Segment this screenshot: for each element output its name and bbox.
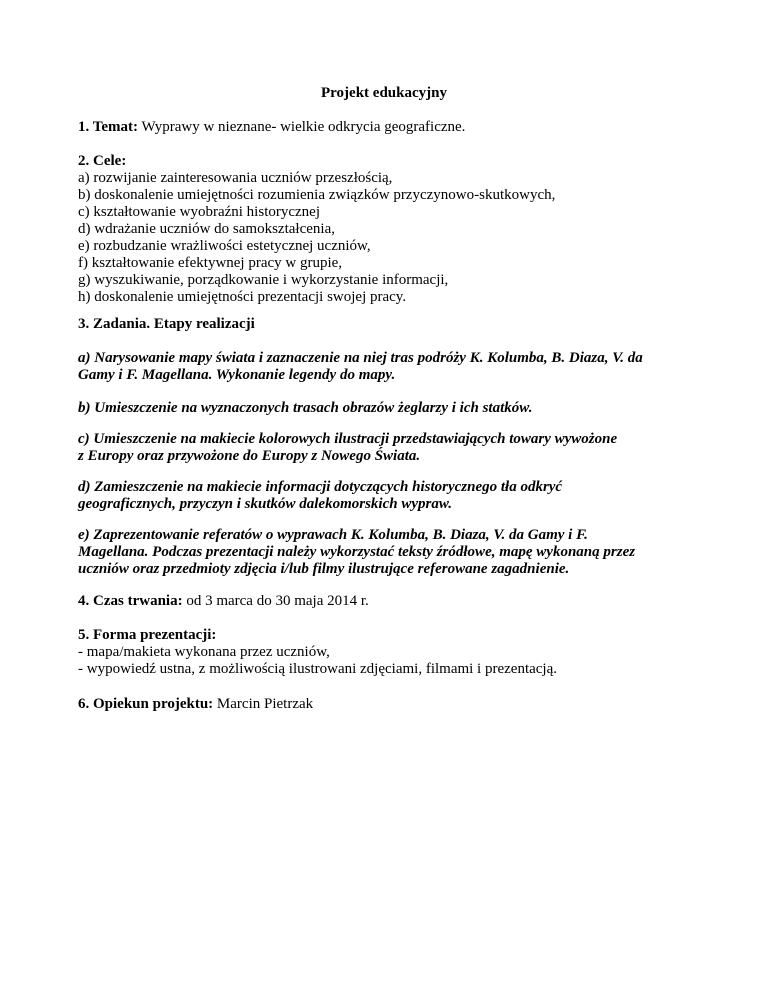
presentation-form-item: - mapa/makieta wykonana przez uczniów,: [78, 644, 330, 660]
topic-value: Wyprawy w nieznane- wielkie odkrycia geograficzne.: [138, 119, 466, 135]
section-goals: [78, 153, 698, 306]
task-item-e: [78, 527, 698, 578]
task-item-c: [78, 431, 698, 465]
tasks-heading: 3. Zadania. Etapy realizacji: [78, 316, 255, 332]
task-line: geograficznych, przyczyn i skutków dalekomorskich wypraw.: [78, 496, 453, 512]
task-item-a: [78, 350, 698, 384]
document-title: Projekt edukacyjny: [321, 85, 447, 101]
goal-item: f) kształtowanie efektywnej pracy w grupie,: [78, 255, 343, 271]
goals-heading: 2. Cele:: [78, 153, 127, 169]
task-line: Gamy i F. Magellana. Wykonanie legendy do mapy.: [78, 367, 396, 383]
goal-item: e) rozbudzanie wrażliwości estetycznej uczniów,: [78, 238, 371, 254]
section-presentation-form: [78, 627, 698, 678]
goal-item: d) wdrażanie uczniów do samokształcenia,: [78, 221, 335, 237]
task-line: d) Zamieszczenie na makiecie informacji dotyczących historycznego tła odkryć: [78, 479, 563, 495]
supervisor-label: 6. Opiekun projektu:: [78, 696, 214, 712]
task-item-d: [78, 479, 698, 513]
duration-label: 4. Czas trwania:: [78, 593, 183, 609]
task-line: a) Narysowanie mapy świata i zaznaczenie na niej tras podróży K. Kolumba, B. Diaza, V. da: [78, 350, 643, 366]
task-line: Magellana. Podczas prezentacji należy wykorzystać teksty źródłowe, mapę wykonaną przez: [78, 544, 636, 560]
task-line: c) Umieszczenie na makiecie kolorowych ilustracji przedstawiających towary wywożone: [78, 431, 618, 447]
goal-item: g) wyszukiwanie, porządkowanie i wykorzystanie informacji,: [78, 272, 449, 288]
duration-value: od 3 marca do 30 maja 2014 r.: [182, 593, 369, 609]
task-line: z Europy oraz przywożone do Europy z Nowego Świata.: [78, 448, 421, 464]
section-tasks: [78, 316, 698, 333]
topic-label: 1. Temat:: [78, 119, 138, 135]
section-supervisor: [78, 696, 698, 713]
task-line: b) Umieszczenie na wyznaczonych trasach obrazów żeglarzy i ich statków.: [78, 400, 533, 416]
section-duration: [78, 593, 698, 610]
task-line: uczniów oraz przedmioty zdjęcia i/lub filmy ilustrujące referowane zagadnienie.: [78, 561, 570, 577]
goal-item: h) doskonalenie umiejętności prezentacji swojej pracy.: [78, 289, 407, 305]
goal-item: a) rozwijanie zainteresowania uczniów przeszłością,: [78, 170, 393, 186]
goal-item: b) doskonalenie umiejętności rozumienia związków przyczynowo-skutkowych,: [78, 187, 556, 203]
supervisor-value: Marcin Pietrzak: [213, 696, 314, 712]
section-topic: [78, 119, 698, 136]
presentation-form-heading: 5. Forma prezentacji:: [78, 627, 217, 643]
task-line: e) Zaprezentowanie referatów o wyprawach K. Kolumba, B. Diaza, V. da Gamy i F.: [78, 527, 588, 543]
presentation-form-item: - wypowiedź ustna, z możliwością ilustrowani zdjęciami, filmami i prezentacją.: [78, 661, 558, 677]
task-item-b: [78, 400, 698, 417]
goal-item: c) kształtowanie wyobraźni historycznej: [78, 204, 320, 220]
